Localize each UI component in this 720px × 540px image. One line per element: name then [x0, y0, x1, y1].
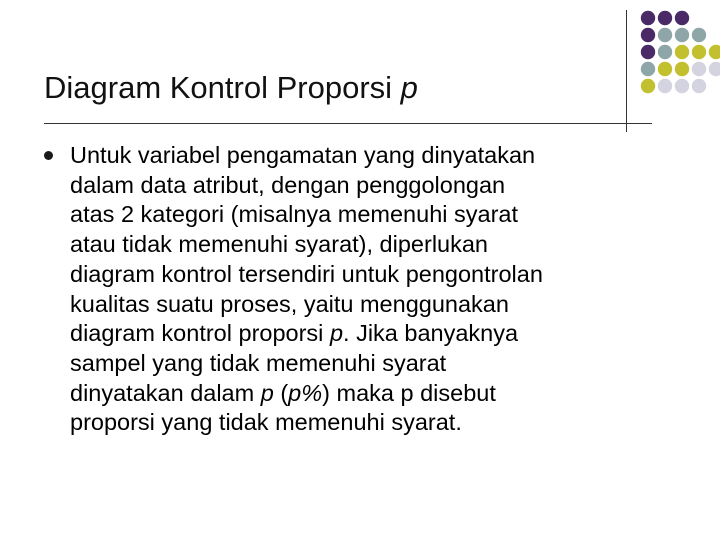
text-run: atau tidak memenuhi syarat), diperlukan: [70, 231, 488, 258]
decorative-dot: [675, 28, 689, 42]
decorative-dot: [675, 11, 689, 25]
decorative-dot: [658, 11, 672, 25]
text-run: dalam data atribut, dengan penggolongan: [70, 171, 506, 198]
vertical-divider: [626, 10, 627, 132]
bullet-text-line: [70, 319, 680, 349]
decorative-dot: [692, 79, 706, 93]
text-run: (: [273, 379, 289, 406]
decorative-dot: [709, 62, 720, 76]
horizontal-divider: [44, 123, 652, 124]
bullet-dot-icon: [44, 151, 53, 160]
decorative-dot: [641, 79, 655, 93]
decorative-dot: [675, 45, 689, 59]
text-run: . Jika banyaknya: [343, 320, 519, 347]
decorative-dot: [658, 79, 672, 93]
text-run: sampel yang tidak memenuhi syarat: [70, 349, 447, 376]
text-run: proporsi yang tidak memenuhi syarat.: [70, 409, 462, 436]
bullet-text: [70, 141, 680, 438]
text-run: Untuk variabel pengamatan yang dinyatakan: [70, 142, 536, 168]
text-run: atas 2 kategori (misalnya memenuhi syarat: [70, 201, 519, 228]
italic-variable: p: [329, 320, 344, 347]
decorative-dot: [675, 62, 689, 76]
bullet-text-line: [70, 408, 680, 438]
bullet-text-line: [70, 260, 680, 290]
decorative-dot: [658, 62, 672, 76]
decorative-dot: [692, 28, 706, 42]
bullet-text-line: [70, 200, 680, 230]
italic-variable: p: [260, 379, 274, 406]
text-run: ) maka p disebut: [322, 379, 496, 406]
bullet-text-line: [70, 349, 680, 379]
slide-title-variable: p: [400, 70, 418, 105]
decorative-dot: [709, 45, 720, 59]
bullet-text-line: [70, 290, 680, 320]
decorative-dot: [641, 62, 655, 76]
decorative-dot: [641, 28, 655, 42]
text-run: diagram kontrol proporsi: [70, 320, 330, 347]
bullet-text-line: [70, 141, 680, 171]
bullet-text-line: [70, 171, 680, 201]
slide-title: [44, 66, 418, 110]
decorative-dot: [675, 79, 689, 93]
slide-title-text: Diagram Kontrol Proporsi: [44, 70, 401, 105]
decorative-dot: [692, 45, 706, 59]
bullet-text-line: [70, 230, 680, 260]
text-run: dinyatakan dalam: [70, 379, 261, 406]
italic-variable: p%: [288, 379, 323, 406]
decorative-dot: [641, 45, 655, 59]
bullet-text-line: [70, 379, 680, 409]
text-run: diagram kontrol tersendiri untuk pengontrolan: [70, 260, 543, 287]
decorative-dot: [658, 45, 672, 59]
decorative-dot: [641, 11, 655, 25]
decorative-dot: [658, 28, 672, 42]
decorative-dot: [692, 62, 706, 76]
text-run: kualitas suatu proses, yaitu menggunakan: [70, 290, 509, 317]
